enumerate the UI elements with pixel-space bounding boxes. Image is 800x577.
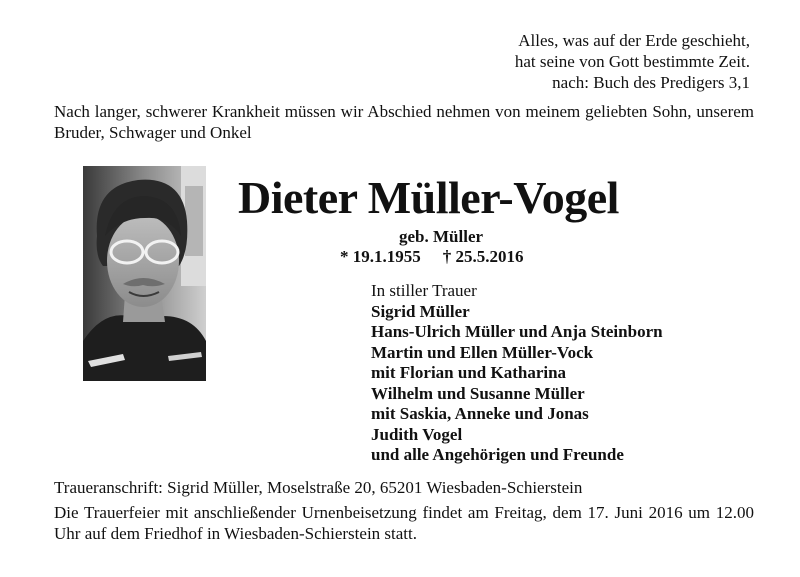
mourning-address: Traueranschrift: Sigrid Müller, Moselstraße 20, 65201 Wiesbaden-Schierstein — [54, 478, 583, 497]
mourner-name: und alle Angehörigen und Freunde — [371, 445, 624, 464]
portrait-photo — [83, 166, 206, 381]
mourner-name: Martin und Ellen Müller-Vock — [371, 342, 594, 362]
mourners-header: In stiller Trauer — [371, 281, 477, 300]
quote-source: nach: Buch des Predigers 3,1 — [552, 73, 750, 92]
mourner-name: Wilhelm und Susanne Müller — [371, 383, 585, 403]
ceremony-text: Die Trauerfeier mit anschließender Urnenbeisetzung findet am Freitag, dem 17. Juni 2016 um 12.00 Uhr auf dem Friedhof in Wiesbaden-Schierstein statt. — [54, 503, 754, 543]
portrait-image — [83, 166, 206, 381]
mourners-list — [371, 281, 663, 466]
bible-quote — [515, 30, 750, 93]
deceased-name: Dieter Müller-Vogel — [238, 172, 619, 223]
quote-line-2: hat seine von Gott bestimmte Zeit. — [514, 52, 750, 71]
mourner-name: Sigrid Müller — [371, 301, 470, 321]
birth-name: geb. Müller — [399, 227, 484, 246]
death-date: † 25.5.2016 — [442, 247, 524, 266]
quote-line-1: Alles, was auf der Erde geschieht, — [518, 31, 750, 50]
mourner-name: Hans-Ulrich Müller und Anja Steinborn — [371, 322, 663, 341]
birth-date: * 19.1.1955 — [340, 247, 421, 266]
mourner-name: mit Saskia, Anneke und Jonas — [371, 404, 589, 423]
life-dates — [340, 247, 524, 267]
intro-text: Nach langer, schwerer Krankheit müssen wir Abschied nehmen von meinem geliebten Sohn, unserem Bruder, Schwager und Onkel — [54, 102, 754, 142]
mourner-name: Judith Vogel — [371, 424, 463, 444]
mourner-name: mit Florian und Katharina — [371, 363, 567, 382]
